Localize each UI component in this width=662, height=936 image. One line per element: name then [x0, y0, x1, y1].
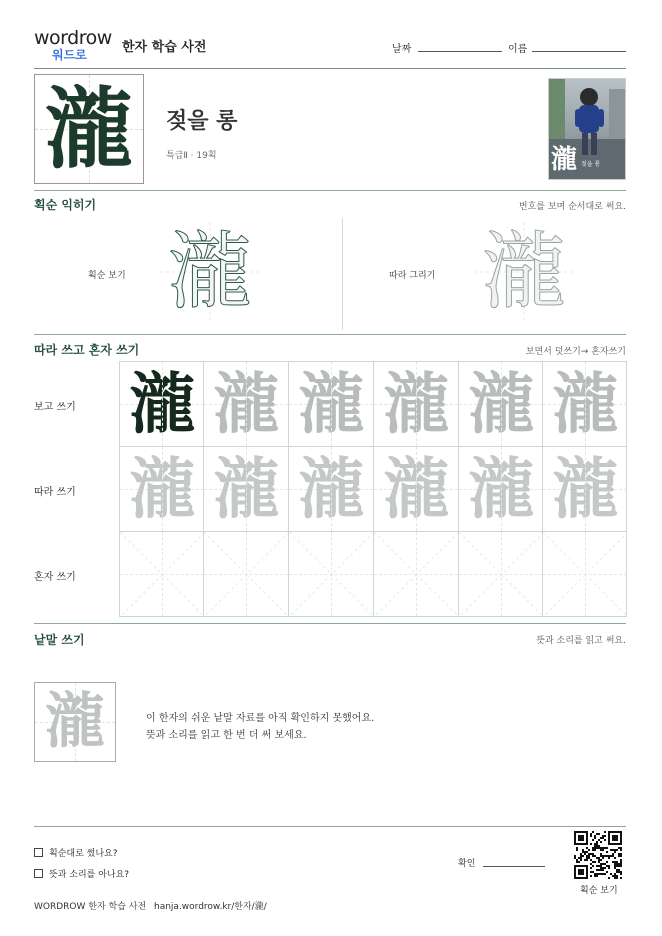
trace-cell-glyph: 瀧	[213, 365, 280, 443]
grid-cell-model	[119, 361, 204, 446]
trace-cell-glyph: 瀧	[552, 365, 619, 443]
grid-cell-trace[interactable]	[288, 446, 373, 531]
trace-label: 따라 그리기	[389, 271, 436, 281]
logo[interactable]	[34, 28, 114, 64]
stroke-order-diagram	[160, 222, 260, 322]
date-label: 날짜	[392, 44, 412, 55]
thumbnail-glyph: 瀧	[551, 145, 578, 175]
thumbnail-caption: 젖을 롱	[581, 161, 601, 168]
checkbox[interactable]	[34, 869, 43, 878]
grid-cell-empty[interactable]	[542, 531, 627, 616]
section-divider-3	[34, 623, 626, 624]
grid-cell-trace[interactable]	[542, 361, 627, 446]
header-title: 한자 학습 사전	[122, 40, 207, 55]
footer-brand: WORDROW 한자 학습 사전	[34, 902, 147, 912]
vocab-section-hint: 뜻과 소리를 읽고 써요.	[536, 636, 626, 646]
vocab-glyph-box	[34, 682, 116, 762]
main-glyph-box	[34, 74, 144, 184]
grid-cell-trace[interactable]	[542, 446, 627, 531]
date-field[interactable]	[418, 51, 502, 52]
trace-cell-glyph: 瀧	[383, 365, 450, 443]
grid-cell-trace[interactable]	[458, 361, 543, 446]
section-divider-1	[34, 190, 626, 191]
main-glyph: 瀧	[44, 77, 133, 181]
stroke-divider	[342, 218, 343, 330]
grid-cell-trace[interactable]	[203, 361, 288, 446]
trace-cell-glyph: 瀧	[298, 365, 365, 443]
trace-cell-glyph: 瀧	[552, 450, 619, 528]
trace-cell-glyph: 瀧	[213, 450, 280, 528]
stroke-section-title: 획순 익히기	[34, 198, 97, 212]
trace-cell-glyph: 瀧	[468, 365, 535, 443]
logo-korean: 워드로	[52, 48, 87, 62]
trace-cell-glyph: 瀧	[298, 450, 365, 528]
illustration-thumbnail	[548, 78, 626, 180]
checklist-item-label: 획순대로 썼나요?	[49, 849, 118, 859]
stroke-section-hint: 번호를 보며 순서대로 써요.	[518, 202, 626, 212]
vocab-section-title: 낱말 쓰기	[34, 633, 85, 647]
grid-cell-trace[interactable]	[119, 446, 204, 531]
row-label-view: 보고 쓰기	[34, 402, 76, 413]
writing-section-title: 따라 쓰고 혼자 쓰기	[34, 343, 140, 357]
trace-glyph: 瀧	[481, 223, 566, 321]
grid-cell-empty[interactable]	[458, 531, 543, 616]
model-glyph: 瀧	[129, 365, 196, 443]
stroke-order-glyph: 瀧	[167, 223, 252, 321]
row-label-trace: 따라 쓰기	[34, 487, 76, 498]
header-divider	[34, 68, 626, 69]
vocab-glyph: 瀧	[45, 687, 105, 757]
qr-code-graphic	[574, 831, 622, 879]
trace-diagram[interactable]	[474, 222, 574, 322]
grid-cell-trace[interactable]	[373, 446, 458, 531]
qr-code[interactable]	[574, 831, 622, 879]
checklist-item-label: 뜻과 소리를 아나요?	[49, 870, 130, 880]
checklist-item-strokes[interactable]	[34, 846, 118, 859]
writing-section-hint: 보면서 덧쓰기→ 혼자쓰기	[525, 347, 626, 357]
grade-strokes: 특급Ⅱ · 19획	[166, 151, 217, 161]
trace-cell-glyph: 瀧	[468, 450, 535, 528]
confirm-field[interactable]	[483, 866, 545, 867]
confirm-label: 확인	[458, 859, 476, 869]
trace-cell-glyph: 瀧	[383, 450, 450, 528]
grid-cell-empty[interactable]	[119, 531, 204, 616]
vocab-message-line1: 이 한자의 쉬운 낱말 자료를 아직 확인하지 못했어요.	[146, 713, 375, 724]
checklist-item-meaning[interactable]	[34, 867, 129, 880]
grid-cell-trace[interactable]	[203, 446, 288, 531]
grid-cell-trace[interactable]	[458, 446, 543, 531]
writing-grid	[119, 361, 627, 617]
name-field[interactable]	[532, 51, 626, 52]
qr-caption: 획순 보기	[580, 886, 618, 896]
trace-cell-glyph: 瀧	[129, 450, 196, 528]
section-divider-4	[34, 826, 626, 827]
grid-cell-empty[interactable]	[288, 531, 373, 616]
name-label: 이름	[508, 44, 528, 55]
logo-wordmark: wordrow	[34, 27, 112, 49]
stroke-view-label: 획순 보기	[88, 271, 126, 281]
row-label-solo: 혼자 쓰기	[34, 572, 76, 583]
grid-cell-trace[interactable]	[288, 361, 373, 446]
vocab-message-line2: 뜻과 소리를 읽고 한 번 더 써 보세요.	[146, 730, 307, 741]
checkbox[interactable]	[34, 848, 43, 857]
grid-cell-trace[interactable]	[373, 361, 458, 446]
grid-cell-empty[interactable]	[203, 531, 288, 616]
grid-cell-empty[interactable]	[373, 531, 458, 616]
section-divider-2	[34, 334, 626, 335]
meaning-sound: 젖을 롱	[166, 109, 238, 134]
footer-url[interactable]: hanja.wordrow.kr/한자/瀧/	[154, 902, 267, 912]
